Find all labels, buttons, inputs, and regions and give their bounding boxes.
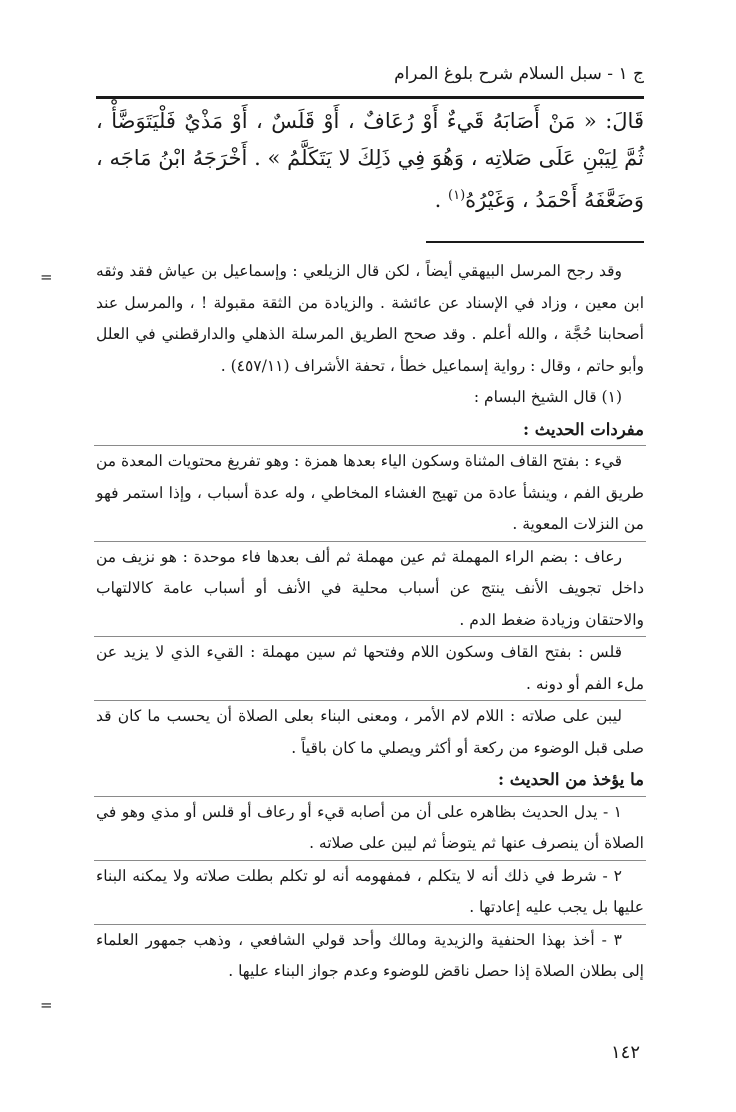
running-header: ج ١ - سبل السلام شرح بلوغ المرام: [394, 64, 644, 84]
hadith-body: قَالَ: « مَنْ أَصَابَهُ قَيءٌ أَوْ رُعَافٌ ، أَوْ قَلَسٌ ، أَوْ مَذْيٌ فَلْيَتَوَضَّأْ ، ثُمَّ لِيَبْنِ عَلَى صَلاتِه ، وَهُوَ فِي ذَلِكَ لا يَتَكَلَّمُ » . أَخْرَجَهُ ابْنُ مَاجَه ، وَضَعَّفَهُ أَحْمَدُ ، وَغَيْرُهُ: [96, 109, 644, 212]
footnote-area: [96, 256, 644, 988]
vocab-item-ruaf: رعاف : بضم الراء المهملة ثم عين مهملة ثم ألف بعدها فاء موحدة : هو نزيف من داخل تجويف الأنف ينتج عن أسباب محلية في الأنف أو أسباب عامة كالالتهاب والاحتقان وزيادة ضغط الدم .: [96, 547, 644, 629]
vocab-item-qalas: قلس : بفتح القاف وسكون اللام وفتحها ثم سين مهملة : القيء الذي لا يزيد عن ملء الفم أو دونه .: [96, 643, 644, 693]
continuation-marker-bottom: =: [40, 996, 53, 1014]
lesson-item-2: ٢ - شرط في ذلك أنه لا يتكلم ، فمفهومه أنه لو تكلم بطلت صلاته ولا يمكنه البناء عليها بل يجب عليه إعادتها .: [96, 866, 644, 916]
continuation-marker-top: =: [40, 268, 53, 286]
lesson-item-1: ١ - يدل الحديث بظاهره على أن من أصابه قيء أو رعاف أو قلس أو مذي وهو في الصلاة أن ينصرف عنها ثم يتوضأ ثم ليبن على صلاته .: [96, 802, 644, 852]
page-number: ١٤٢: [610, 1042, 640, 1063]
hadith-end: .: [434, 188, 449, 212]
hadith-text: [96, 103, 644, 219]
header-rule: [96, 96, 644, 99]
footnote-1-label: (١) قال الشيخ البسام :: [473, 388, 622, 406]
lesson-item-3: ٣ - أخذ بهذا الحنفية والزيدية ومالك وأحد قولي الشافعي ، وذهب جمهور العلماء إلى بطلان الصلاة إذا حصل ناقض للوضوء وعدم جواز البناء عليها .: [96, 930, 644, 980]
vocab-heading: مفردات الحديث :: [522, 419, 644, 439]
lessons-heading: ما يؤخذ من الحديث :: [497, 770, 644, 789]
hadith-footnote-ref[interactable]: (١): [448, 188, 466, 203]
footnote-continuation-text: وقد رجح المرسل البيهقي أيضاً ، لكن قال الزيلعي : وإسماعيل بن عياش فقد وثقه ابن معين ، وزاد في الإسناد عن عائشة . والزيادة من الثقة مقبولة ! ، والمرسل عند أصحابنا حُجَّة ، والله أعلم . وقد صحح الطريق المرسلة الذهلي والدارقطني في العلل وأبو حاتم ، وقال : رواية إسماعيل خطأ ، تحفة الأشراف (٤٥٧/١١) .: [96, 262, 644, 375]
vocab-item-liyabni: ليبن على صلاته : اللام لام الأمر ، ومعنى البناء بعلى الصلاة أن يحسب ما كان قد صلى قبل الوضوء من ركعة أو أكثر ويصلي ما كان باقياً .: [96, 707, 644, 757]
vocab-item-qay: قيء : بفتح القاف المثناة وسكون الياء بعدها همزة : وهو تفريغ محتويات المعدة من طريق الفم ، وينشأ عادة من تهيج الغشاء المخاطي ، وله عدة أسباب ، وإذا استمر فهو من النزلات المعوية .: [96, 452, 644, 533]
footnote-rule: [426, 241, 644, 243]
